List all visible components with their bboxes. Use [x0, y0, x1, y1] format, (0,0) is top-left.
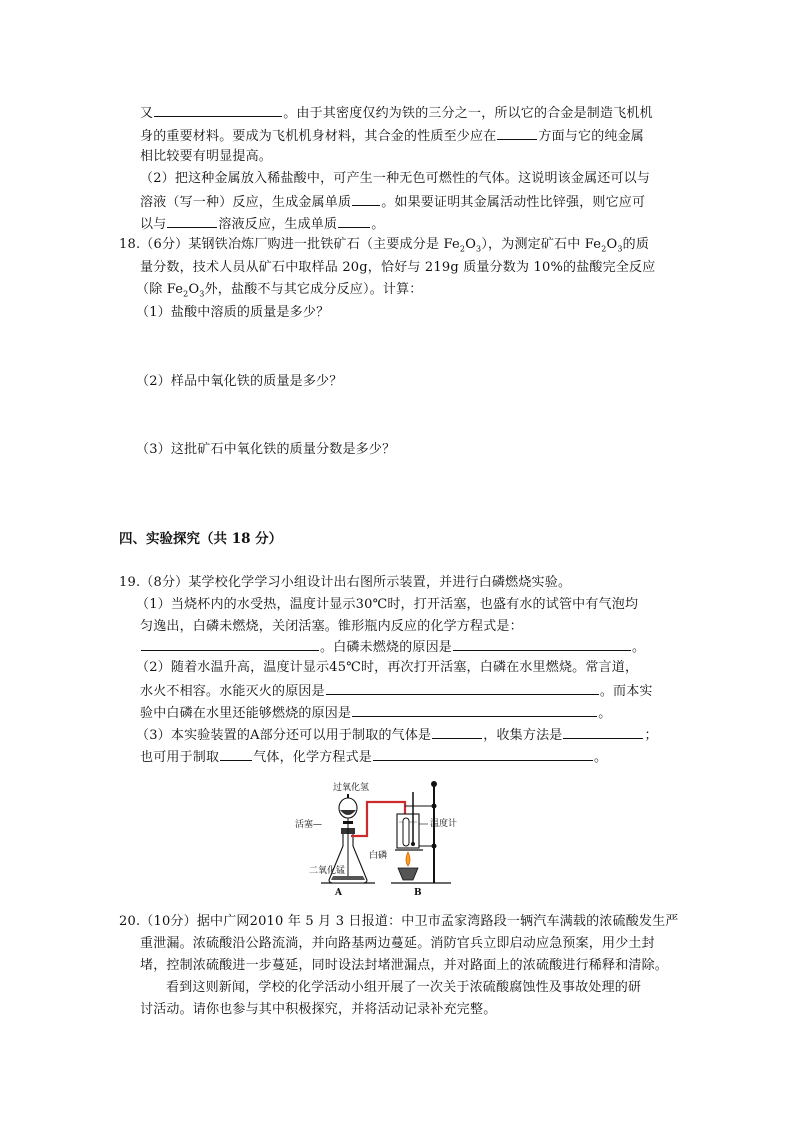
answer-blank[interactable]	[432, 725, 482, 739]
answer-blank[interactable]	[352, 703, 597, 717]
q20-line-3: 堵，控制浓硫酸进一步蔓延，同时设法封堵泄漏点，并对路面上的浓硫酸进行稀释和清除。	[140, 958, 669, 973]
q20-line-4: 看到这则新闻，学校的化学活动小组开展了一次关于浓硫酸腐蚀性及事故处理的研	[166, 980, 642, 995]
answer-blank[interactable]	[167, 214, 217, 228]
q17-line-6: 以与 溶液反应，生成单质 。	[140, 214, 384, 234]
label-phosphorus: 白磷	[369, 851, 388, 861]
q17-line-4: （2）把这种金属放入稀盐酸中，可产生一种无色可燃性的气体。这说明该金属还可以与	[140, 171, 651, 186]
q19-line-7: 验中白磷在水里还能够燃烧的原因是 。	[140, 703, 611, 723]
apparatus-figure	[293, 776, 493, 898]
q18-sub-3: （3）这批矿石中氧化铁的质量分数是多少？	[136, 442, 396, 457]
thermometer-bulb	[411, 842, 415, 846]
label-h2o2: 过氧化氢	[333, 783, 370, 793]
mno2-solid	[331, 876, 365, 880]
q18-line-3: （除 $Fe_2O_3$外，盐酸不与其它成分反应）。计算：	[136, 282, 423, 299]
q19-line-9: 也可用于制取 气体，化学方程式是 。	[140, 747, 607, 767]
q18-line-1: 18.（6分）某钢铁冶炼厂购进一批铁矿石（主要成分是 $Fe_2O_3$），为测定矿石中 $Fe_2O_3$的质	[119, 237, 650, 254]
q17-line-3: 相比较要有明显提高。	[140, 149, 273, 164]
section-heading: 四、实验探究（共 18 分）	[119, 531, 283, 547]
alcohol-lamp	[398, 868, 418, 880]
clamp-knob	[432, 844, 437, 849]
q17-line-5: 溶液（写一种）反应，生成金属单质 。如果要证明其金属活动性比锌强，则它应可	[140, 192, 645, 212]
answer-blank[interactable]	[563, 725, 643, 739]
label-valve: 活塞—	[295, 820, 323, 830]
test-tube	[403, 818, 409, 846]
q19-line-8: （3）本实验装置的A部分还可以用于制取的气体是 ，收集方法是 ；	[136, 725, 658, 745]
q19-line-4: 。白磷未燃烧的原因是 。	[140, 637, 645, 657]
label-thermometer: 温度计	[430, 819, 458, 829]
q17-line-2: 身的重要材料。要成为飞机机身材料，其合金的性质至少应在 方面与它的纯金属	[140, 126, 644, 146]
label-mno2: 二氧化锰	[309, 866, 346, 876]
q19-line-6: 水火不相容。水能灭火的原因是 。而本实	[140, 681, 653, 701]
q19-line-2: （1）当烧杯内的水受热，温度计显示30℃时，打开活塞，也盛有水的试管中有气泡均	[136, 597, 639, 612]
q19-line-1: 19.（8分）某学校化学学习小组设计出右图所示装置，并进行白磷燃烧实验。	[119, 575, 572, 590]
label-b: B	[414, 888, 422, 898]
answer-blank[interactable]	[453, 637, 631, 651]
answer-blank[interactable]	[352, 192, 380, 206]
flame-icon	[406, 852, 410, 866]
label-a: A	[335, 888, 342, 898]
answer-blank[interactable]	[326, 681, 599, 695]
q18-sub-2: （2）样品中氧化铁的质量是多少？	[136, 374, 343, 389]
answer-blank[interactable]	[338, 214, 370, 228]
q20-line-2: 重泄漏。浓硫酸沿公路流淌，并向路基两边蔓延。消防官兵立即启动应急预案，用少土封	[140, 936, 655, 951]
q20-line-5: 讨活动。请你也参与其中积极探究，并将活动记录补充完整。	[140, 1002, 497, 1017]
q18-sub-1: （1）盐酸中溶质的质量是多少？	[136, 305, 330, 320]
answer-blank[interactable]	[154, 103, 282, 117]
answer-blank[interactable]	[220, 747, 252, 761]
q18-line-2: 量分数，技术人员从矿石中取样品 20g，恰好与 219g 质量分数为 10%的盐酸完全反应	[140, 260, 656, 275]
valve	[343, 821, 353, 824]
q19-line-3: 匀逸出，白磷未燃烧，关闭活塞。锥形瓶内反应的化学方程式是：	[140, 619, 523, 634]
q19-line-5: （2）随着水温升高，温度计显示45℃时，再次打开活塞，白磷在水里燃烧。常言道，	[136, 660, 639, 675]
answer-blank[interactable]	[373, 747, 593, 761]
answer-blank[interactable]	[141, 637, 319, 651]
q20-line-1: 20.（10分）据中广网2010 年 5 月 3 日报道：中卫市孟家湾路段一辆汽车满载的浓硫酸发生严	[119, 914, 679, 929]
answer-blank[interactable]	[497, 126, 537, 140]
clamp-knob	[432, 804, 437, 809]
q17-line-1: 又 。由于其密度仅约为铁的三分之一，所以它的合金是制造飞机机	[140, 103, 653, 123]
stand-top	[431, 781, 437, 787]
